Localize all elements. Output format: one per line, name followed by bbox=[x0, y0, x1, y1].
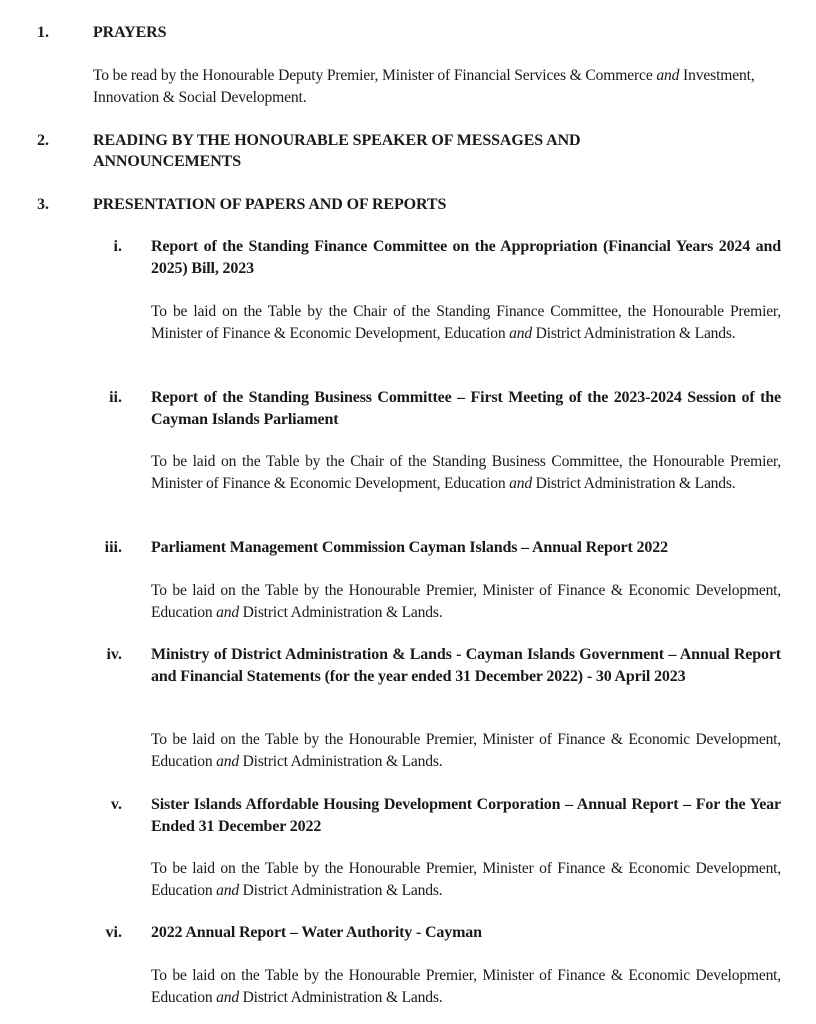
item-body: To be laid on the Table by the Honourable Premier, Minister of Finance & Economic Development, Education and District Administration & Lands. bbox=[151, 731, 781, 770]
item-body: To be laid on the Table by the Honourable Premier, Minister of Finance & Economic Development, Education and District Administration & Lands. bbox=[151, 860, 781, 899]
item-title: Parliament Management Commission Cayman Islands – Annual Report 2022 bbox=[151, 539, 668, 556]
item-numeral: ii. bbox=[109, 389, 122, 406]
item-title: 2022 Annual Report – Water Authority - Cayman bbox=[151, 924, 482, 941]
item-title: Sister Islands Affordable Housing Development Corporation – Annual Report – For the Year Ended 31 December 2022 bbox=[151, 796, 781, 835]
section-body: To be read by the Honourable Deputy Premier, Minister of Financial Services & Commerce and Investment, Innovation & Social Development. bbox=[93, 67, 755, 106]
item-numeral: i. bbox=[113, 238, 122, 255]
section-title: PRESENTATION OF PAPERS AND OF REPORTS bbox=[93, 196, 447, 213]
item-body: To be laid on the Table by the Chair of the Standing Business Committee, the Honourable Premier, Minister of Finance & Economic Development, Education and District Administration & Lands. bbox=[151, 453, 781, 492]
item-numeral: iii. bbox=[104, 539, 122, 556]
section-number: 2. bbox=[37, 132, 49, 149]
item-numeral: iv. bbox=[106, 646, 122, 663]
item-body: To be laid on the Table by the Honourable Premier, Minister of Finance & Economic Development, Education and District Administration & Lands. bbox=[151, 582, 781, 621]
item-title: Report of the Standing Business Committee – First Meeting of the 2023-2024 Session of the Cayman Islands Parliament bbox=[151, 389, 781, 428]
item-numeral: vi. bbox=[105, 924, 122, 941]
item-numeral: v. bbox=[110, 796, 122, 813]
section-title: READING BY THE HONOURABLE SPEAKER OF MESSAGES AND ANNOUNCEMENTS bbox=[93, 132, 581, 170]
item-title: Report of the Standing Finance Committee on the Appropriation (Financial Years 2024 and 2025) Bill, 2023 bbox=[151, 238, 781, 277]
section-title: PRAYERS bbox=[93, 24, 167, 41]
item-title: Ministry of District Administration & Lands - Cayman Islands Government – Annual Report and Financial Statements (for the year ended 31 December 2022) - 30 April 2023 bbox=[151, 646, 781, 685]
section-number: 3. bbox=[37, 196, 49, 213]
item-body: To be laid on the Table by the Honourable Premier, Minister of Finance & Economic Development, Education and District Administration & Lands. bbox=[151, 967, 781, 1006]
item-body: To be laid on the Table by the Chair of the Standing Finance Committee, the Honourable Premier, Minister of Finance & Economic Development, Education and District Administration & Lands. bbox=[151, 303, 781, 342]
section-number: 1. bbox=[37, 24, 49, 41]
